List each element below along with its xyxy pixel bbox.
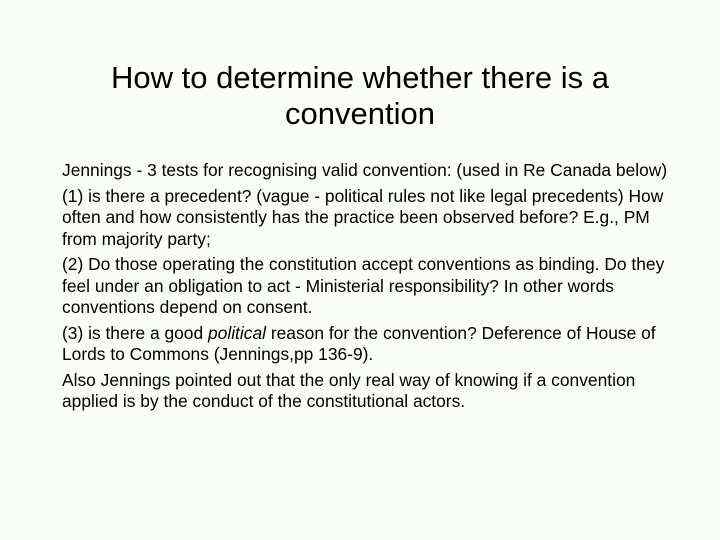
slide-title: How to determine whether there is a convention (111, 60, 609, 131)
paragraph-test-3-before: (3) is there a good (62, 322, 208, 343)
paragraph-test-3 (62, 323, 672, 366)
emphasized-word: political (207, 322, 266, 343)
slide-body (62, 160, 672, 417)
paragraph-test-1: (1) is there a precedent? (vague - political rules not like legal precedents) How often and how consistently has the practice been observed before? E.g., PM from majority party; (62, 185, 664, 249)
paragraph-conclusion: Also Jennings pointed out that the only real way of knowing if a convention applied is by the conduct of the constitutional actors. (62, 369, 636, 411)
paragraph-test-3-after: reason for the convention? Deference of House of Lords to Commons (Jennings,pp 136-9). (62, 322, 656, 364)
paragraph-intro: Jennings - 3 tests for recognising valid convention: (used in Re Canada below) (62, 160, 668, 180)
paragraph-test-2: (2) Do those operating the constitution accept conventions as binding. Do they feel under an obligation to act - Ministerial responsibility? In other words conventions depend on consent. (62, 254, 665, 317)
